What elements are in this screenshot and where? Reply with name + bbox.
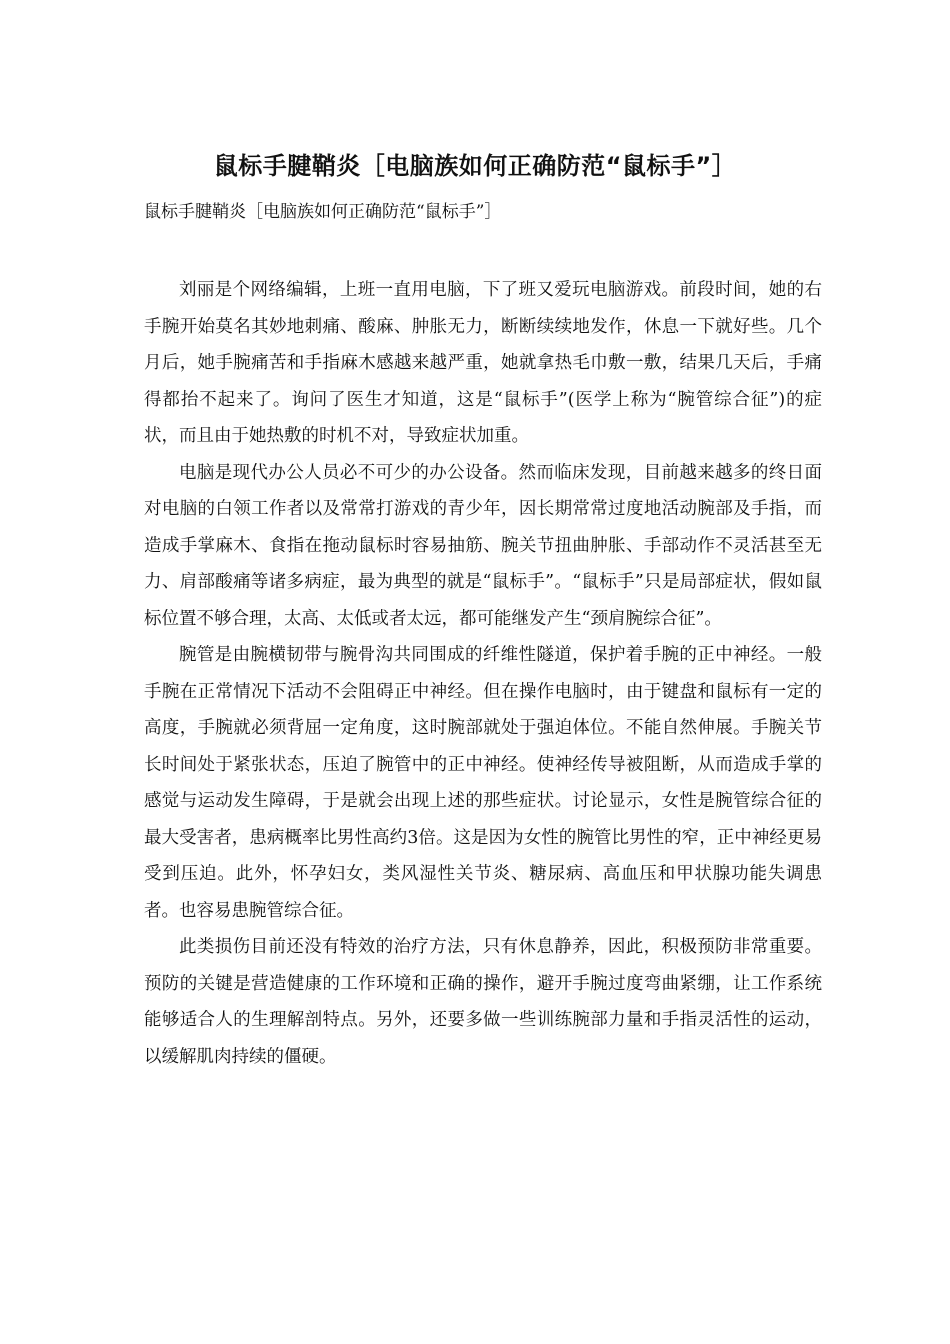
paragraph-1: 刘丽是个网络编辑，上班一直用电脑，下了班又爱玩电脑游戏。前段时间，她的右手腕开始莫名其妙地刺痛、酸麻、肿胀无力，断断续续地发作，休息一下就好些。几个月后，她手腕痛苦和手指麻木感越来越严重，她就拿热毛巾敷一敷，结果几天后，手痛得都抬不起来了。询问了医生才知道，这是“鼠标手”(医学上称为“腕管综合征”)的症状，而且由于她热敷的时机不对，导致症状加重。	[144, 280, 822, 446]
paragraph-2: 电脑是现代办公人员必不可少的办公设备。然而临床发现，目前越来越多的终日面对电脑的白领工作者以及常常打游戏的青少年，因长期常常过度地活动腕部及手指，而造成手掌麻木、食指在拖动鼠标时容易抽筋、腕关节扭曲肿胀、手部动作不灵活甚至无力、肩部酸痛等诸多病症，最为典型的就是“鼠标手”。“鼠标手”只是局部症状，假如鼠标位置不够合理，太高、太低或者太远，都可能继发产生“颈肩腕综合征”。	[144, 462, 822, 629]
paragraph-3: 腕管是由腕横韧带与腕骨沟共同围成的纤维性隧道，保护着手腕的正中神经。一般手腕在正常情况下活动不会阻碍正中神经。但在操作电脑时，由于键盘和鼠标有一定的高度，手腕就必须背屈一定角度，这时腕部就处于强迫体位。不能自然伸展。手腕关节长时间处于紧张状态，压迫了腕管中的正中神经。使神经传导被阻断，从而造成手掌的感觉与运动发生障碍，于是就会出现上述的那些症状。讨论显示，女性是腕管综合征的最大受害者，患病概率比男性高约3倍。这是因为女性的腕管比男性的窄，正中神经更易受到压迫。此外，怀孕妇女，类风湿性关节炎、糖尿病、高血压和甲状腺功能失调患者。也容易患腕管综合征。	[144, 645, 822, 921]
document-title: 鼠标手腱鞘炎［电脑族如何正确防范“鼠标手”］	[213, 152, 737, 180]
document-body	[144, 272, 822, 1075]
document-subtitle: 鼠标手腱鞘炎［电脑族如何正确防范“鼠标手”］	[144, 202, 502, 222]
paragraph-4: 此类损伤目前还没有特效的治疗方法，只有休息静养，因此，积极预防非常重要。预防的关键是营造健康的工作环境和正确的操作，避开手腕过度弯曲紧绷，让工作系统能够适合人的生理解剖特点。另外，还要多做一些训练腕部力量和手指灵活性的运动，以缓解肌肉持续的僵硬。	[144, 937, 822, 1067]
